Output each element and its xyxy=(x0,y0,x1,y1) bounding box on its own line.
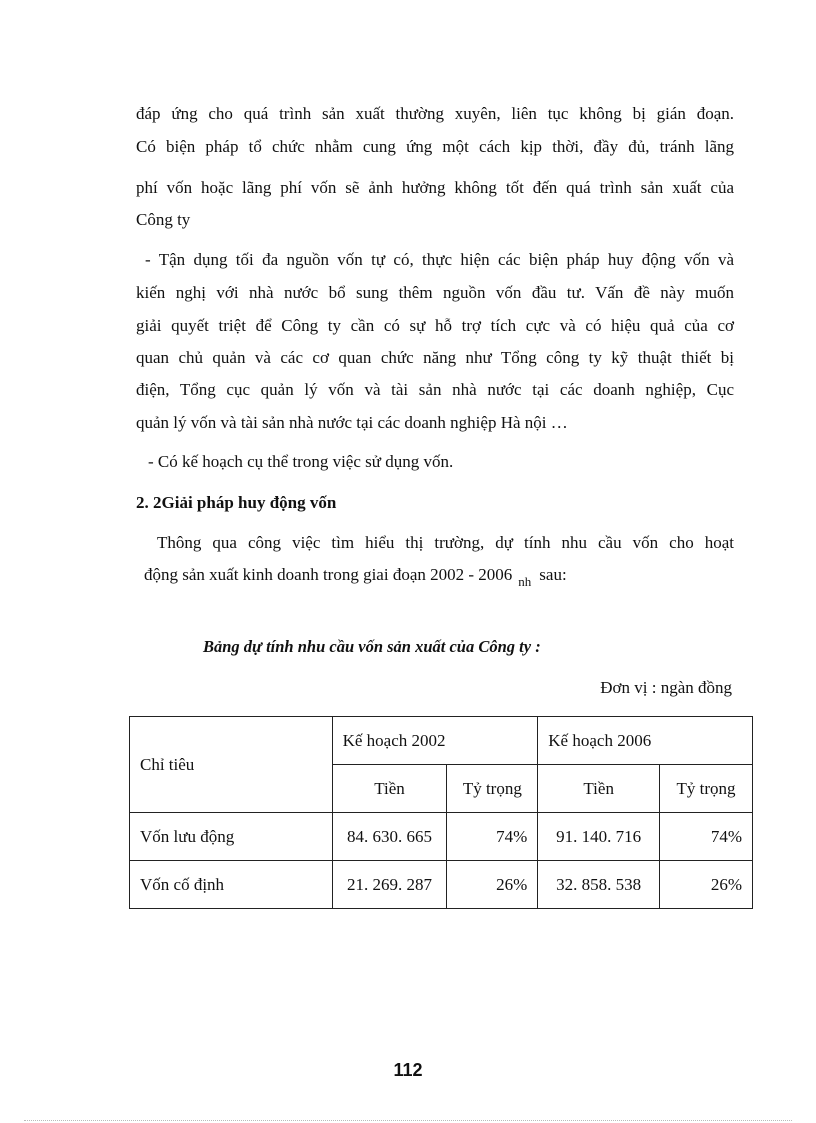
table-row xyxy=(130,861,753,909)
share-2002-header: Tỷ trọng xyxy=(447,765,538,813)
text-line: Thông qua công việc tìm hiểu thị trường, dự tính nhu cầu vốn cho hoạt xyxy=(157,533,734,552)
text-line: quan chủ quản và các cơ quan chức năng như Tổng công ty kỹ thuật thiết bị xyxy=(136,348,734,367)
table-header-row xyxy=(130,717,753,765)
money-2002-cell: 21. 269. 287 xyxy=(332,861,447,909)
text-line: điện, Tổng cục quản lý vốn và tài sản nhà nước tại các doanh nghiệp, Cục xyxy=(136,380,734,399)
share-2002-cell: 26% xyxy=(447,861,538,909)
money-2006-cell: 32. 858. 538 xyxy=(538,861,660,909)
share-2006-header: Tỷ trọng xyxy=(660,765,753,813)
table-caption: Bảng dự tính nhu cầu vốn sản xuất của Công ty : xyxy=(203,637,541,656)
text-line: quản lý vốn và tài sản nhà nước tại các doanh nghiệp Hà nội … xyxy=(136,413,568,432)
money-2002-header: Tiền xyxy=(332,765,447,813)
money-2006-cell: 91. 140. 716 xyxy=(538,813,660,861)
page-number: 112 xyxy=(393,1060,423,1080)
page-bottom-divider xyxy=(24,1120,792,1121)
row-label: Vốn cố định xyxy=(130,861,333,909)
text-line: - Tận dụng tối đa nguồn vốn tự có, thực hiện các biện pháp huy động vốn và xyxy=(145,250,734,269)
row-label: Vốn lưu động xyxy=(130,813,333,861)
text-line: giải quyết triệt để Công ty cần có sự hỗ trợ tích cực và có hiệu quả của cơ xyxy=(136,316,734,335)
section-heading: 2. 2Giải pháp huy động vốn xyxy=(136,493,337,512)
plan-2006-header: Kế hoạch 2006 xyxy=(538,717,753,765)
money-2006-header: Tiền xyxy=(538,765,660,813)
plan-2002-header: Kế hoạch 2002 xyxy=(332,717,538,765)
money-2002-cell: 84. 630. 665 xyxy=(332,813,447,861)
text-line: phí vốn hoặc lãng phí vốn sẽ ảnh hưởng không tốt đến quá trình sản xuất của xyxy=(136,178,734,197)
text-line xyxy=(144,565,567,589)
text-segment: động sản xuất kinh doanh trong giai đoạn 2002 - 2006 xyxy=(144,565,513,584)
text-subscript: nh xyxy=(518,574,532,589)
row-header-cell: Chỉ tiêu xyxy=(130,717,333,813)
text-line: đáp ứng cho quá trình sản xuất thường xuyên, liên tục không bị gián đoạn. xyxy=(136,104,734,123)
share-2006-cell: 74% xyxy=(660,813,753,861)
table-row xyxy=(130,813,753,861)
text-line: Có biện pháp tổ chức nhằm cung ứng một cách kịp thời, đầy đủ, tránh lãng xyxy=(136,137,734,156)
unit-label: Đơn vị : ngàn đồng xyxy=(600,678,732,697)
share-2006-cell: 26% xyxy=(660,861,753,909)
paragraph-3: - Có kế hoạch cụ thể trong việc sử dụng vốn. xyxy=(148,452,454,471)
text-line: kiến nghị với nhà nước bổ sung thêm nguồn vốn đầu tư. Vấn đề này muốn xyxy=(136,283,734,302)
text-line: Công ty xyxy=(136,210,191,229)
share-2002-cell: 74% xyxy=(447,813,538,861)
text-segment: sau: xyxy=(539,565,567,584)
capital-table xyxy=(129,716,753,909)
